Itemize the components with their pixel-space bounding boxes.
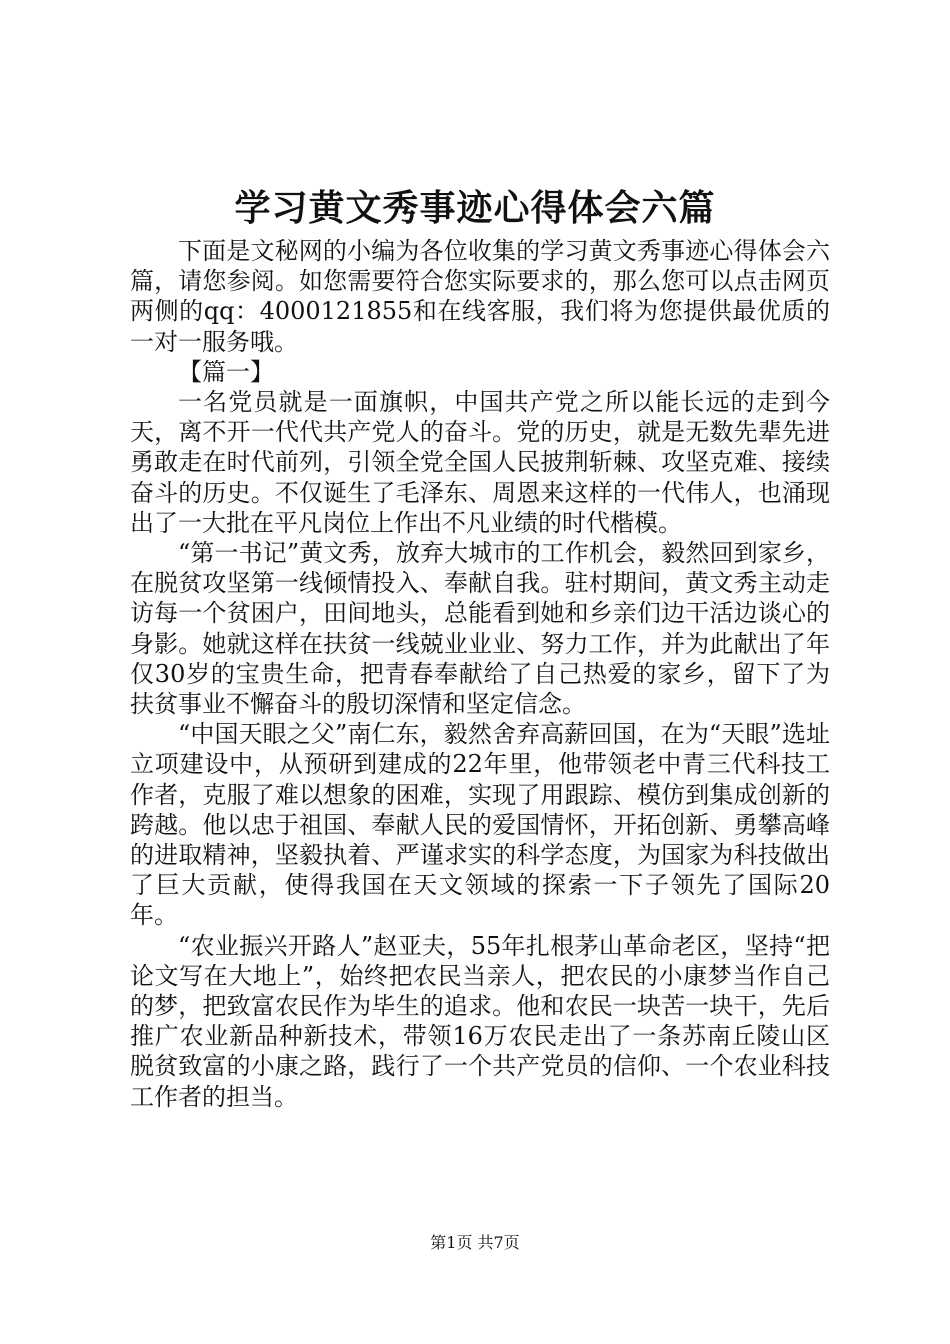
body-paragraph: “中国天眼之父”南仁东，毅然舍弃高薪回国，在为“天眼”选址立项建设中，从预研到建成的22年里，他带领老中青三代科技工作者，克服了难以想象的困难，实现了用跟踪、模仿到集成创新的跨越。他以忠于祖国、奉献人民的爱国情怀，开拓创新、勇攀高峰的进取精神，坚毅执着、严谨求实的科学态度，为国家为科技做出了巨大贡献，使得我国在天文领域的探索一下子领先了国际20年。 [130,720,830,930]
intro-paragraph: 下面是文秘网的小编为各位收集的学习黄文秀事迹心得体会六篇，请您参阅。如您需要符合您实际要求的，那么您可以点击网页两侧的qq：4000121855和在线客服，我们将为您提供最优质的一对一服务哦。 [130,237,830,356]
body-paragraph: “农业振兴开路人”赵亚夫，55年扎根茅山革命老区，坚持“把论文写在大地上”，始终把农民当亲人，把农民的小康梦当作自己的梦，把致富农民作为毕生的追求。他和农民一块苦一块干，先后推广农业新品种新技术，带领16万农民走出了一条苏南丘陵山区脱贫致富的小康之路，践行了一个共产党员的信仰、一个农业科技工作者的担当。 [130,931,830,1111]
section-heading: 【篇一】 [178,357,274,386]
body-paragraph: 一名党员就是一面旗帜，中国共产党之所以能长远的走到今天，离不开一代代共产党人的奋斗。党的历史，就是无数先辈先进勇敢走在时代前列，引领全党全国人民披荆斩棘、攻坚克难、接续奋斗的历史。不仅诞生了毛泽东、周恩来这样的一代伟人，也涌现出了一大批在平凡岗位上作出不凡业绩的时代楷模。 [130,388,830,537]
document-body [130,236,830,1112]
body-paragraph: “第一书记”黄文秀，放弃大城市的工作机会，毅然回到家乡，在脱贫攻坚第一线倾情投入、奉献自我。驻村期间，黄文秀主动走访每一个贫困户，田间地头，总能看到她和乡亲们边干活边谈心的身影。她就这样在扶贫一线兢业业业、努力工作，并为此献出了年仅30岁的宝贵生命，把青春奉献给了自己热爱的家乡，留下了为扶贫事业不懈奋斗的殷切深情和坚定信念。 [130,539,830,719]
document-title: 学习黄文秀事迹心得体会六篇 [234,187,716,229]
page-number-footer: 第1页 共7页 [430,1233,520,1252]
